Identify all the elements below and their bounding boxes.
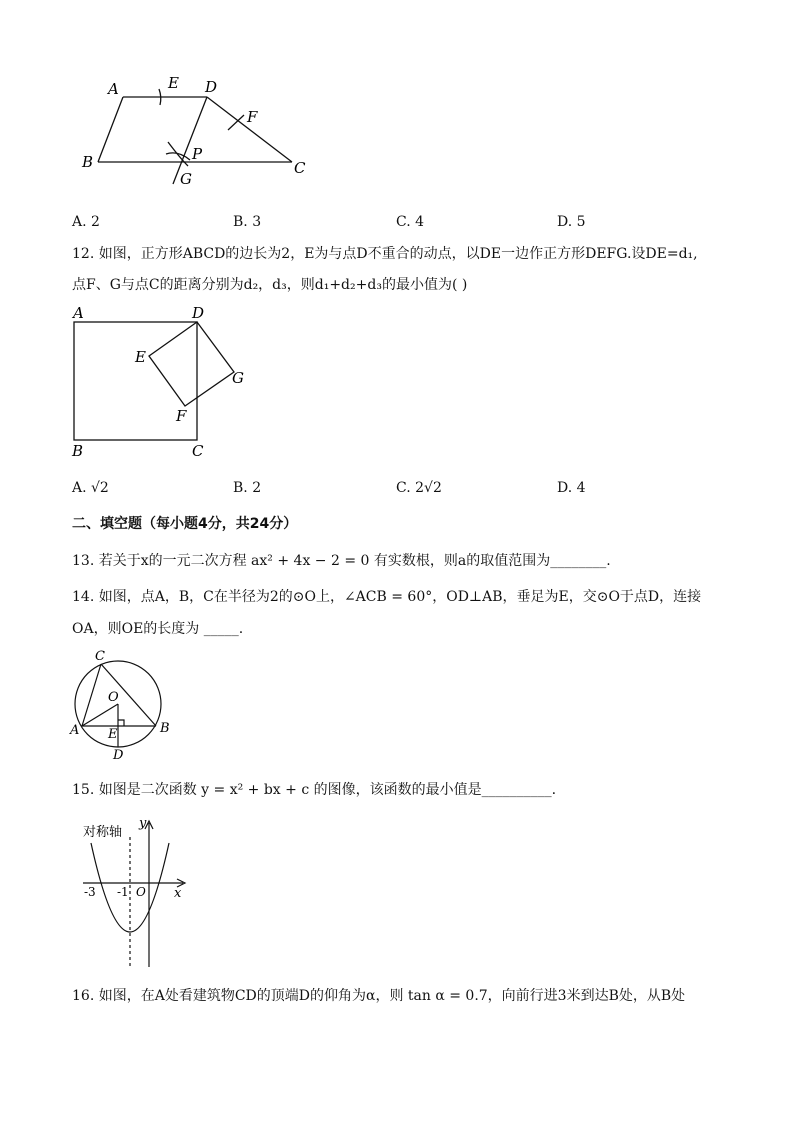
label-origin: O <box>136 885 146 899</box>
arc-F <box>228 115 244 130</box>
figure-q11 <box>70 70 340 195</box>
segment-AB <box>98 97 123 162</box>
label-G: G <box>232 369 244 387</box>
label-O: O <box>108 690 119 705</box>
figure-q14 <box>68 648 183 763</box>
tick-minus-3: -3 <box>84 885 96 899</box>
q14-text-line2: OA，则OE的长度为 _____. <box>72 621 244 637</box>
label-D: D <box>192 304 205 322</box>
q16-text: 16. 如图，在A处看建筑物CD的顶端D的仰角为α，则 tan α = 0.7，向前行进3米到达B处，从B处 <box>72 988 686 1004</box>
label-C: C <box>192 442 204 460</box>
square-DEFG <box>149 322 234 406</box>
label-y: y <box>139 816 147 831</box>
right-angle-mark <box>118 720 124 726</box>
figure-q12 <box>68 304 258 462</box>
q12-text-line2: 点F、G与点C的距离分别为d₂，d₃，则d₁+d₂+d₃的最小值为( ) <box>72 277 468 293</box>
label-B: B <box>160 721 170 736</box>
label-A: A <box>70 723 80 738</box>
label-E: E <box>108 727 118 742</box>
figure-q15 <box>75 815 195 973</box>
q14-text-line1: 14. 如图，点A，B，C在半径为2的⊙O上，∠ACB = 60°，OD⊥AB，垂足为E，交⊙O于点D，连接 <box>72 589 702 605</box>
label-A: A <box>73 304 84 322</box>
label-A: A <box>108 80 119 98</box>
section-heading: 二、填空题（每小题4分，共24分） <box>72 516 298 532</box>
q11-option-b[interactable]: B. 3 <box>233 214 262 230</box>
label-C: C <box>294 159 306 177</box>
q12-option-c[interactable]: C. 2√2 <box>396 480 442 496</box>
label-F: F <box>247 108 258 126</box>
label-E: E <box>135 348 146 366</box>
q12-option-d[interactable]: D. 4 <box>557 480 586 496</box>
tick-minus-1: -1 <box>117 885 129 899</box>
q11-option-d[interactable]: D. 5 <box>557 214 586 230</box>
label-C: C <box>95 649 105 664</box>
label-D: D <box>205 78 218 96</box>
label-D: D <box>113 748 124 763</box>
label-P: P <box>192 145 203 163</box>
label-B: B <box>72 442 84 460</box>
q12-option-b[interactable]: B. 2 <box>233 480 262 496</box>
label-G: G <box>180 170 192 188</box>
q13-text: 13. 若关于x的一元二次方程 ax² + 4x − 2 = 0 有实数根，则a的取值范围为________. <box>72 553 611 569</box>
q11-option-c[interactable]: C. 4 <box>396 214 425 230</box>
label-x: x <box>174 886 182 901</box>
label-B: B <box>82 153 94 171</box>
q12-option-a[interactable]: A. √2 <box>72 480 109 496</box>
segment-DC <box>207 97 292 162</box>
label-E: E <box>168 74 179 92</box>
label-F: F <box>176 407 187 425</box>
q12-text-line1: 12. 如图，正方形ABCD的边长为2，E为与点D不重合的动点，以DE一边作正方形DEFG.设DE=d₁, <box>72 246 698 262</box>
q15-text: 15. 如图是二次函数 y = x² + bx + c 的图像，该函数的最小值是__________. <box>72 782 557 798</box>
q11-option-a[interactable]: A. 2 <box>72 214 100 230</box>
symmetry-axis-label: 对称轴 <box>83 825 123 840</box>
